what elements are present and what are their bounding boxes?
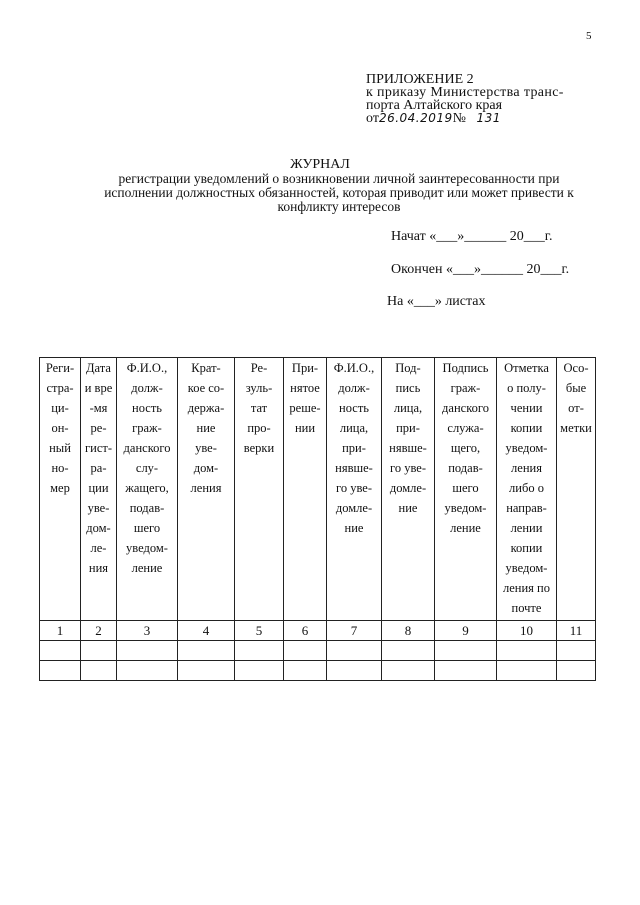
column-header: Подпись граж- данского служа- щего, подав- шего уведом- ление bbox=[435, 358, 497, 621]
empty-cell bbox=[435, 661, 497, 681]
journal-subtitle: регистрации уведомлений о возникновении личной заинтересованности при исполнении должностных обязанностей, которая приводит или может привести к конфликту интересов bbox=[104, 171, 574, 214]
appendix-ministry-line: порта Алтайского края bbox=[366, 98, 503, 113]
date-prefix: от bbox=[366, 111, 379, 126]
empty-row bbox=[40, 661, 596, 681]
empty-cell bbox=[235, 661, 284, 681]
empty-cell bbox=[81, 661, 117, 681]
appendix-title: ПРИЛОЖЕНИЕ 2 bbox=[366, 72, 474, 87]
handwritten-date: 26.04.2019 bbox=[378, 111, 453, 125]
journal-title: ЖУРНАЛ bbox=[290, 157, 350, 172]
column-header: Крат- кое со- держа- ние уве- дом- ления bbox=[178, 358, 235, 621]
appendix-order-line: к приказу Министерства транс- bbox=[366, 85, 564, 100]
started-field: Начат «___»______ 20___г. bbox=[391, 229, 553, 244]
empty-cell bbox=[284, 661, 327, 681]
empty-cell bbox=[327, 641, 382, 661]
column-number: 5 bbox=[235, 621, 284, 641]
empty-cell bbox=[435, 641, 497, 661]
column-header: Дата и вре -мя ре- гист- ра- ции уве- дом- ле- ния bbox=[81, 358, 117, 621]
page-number: 5 bbox=[586, 30, 592, 42]
column-number: 7 bbox=[327, 621, 382, 641]
column-number: 11 bbox=[557, 621, 596, 641]
column-number: 3 bbox=[117, 621, 178, 641]
header-row bbox=[40, 358, 596, 621]
empty-cell bbox=[497, 641, 557, 661]
empty-row bbox=[40, 641, 596, 661]
empty-cell bbox=[382, 661, 435, 681]
column-number: 9 bbox=[435, 621, 497, 641]
empty-cell bbox=[40, 641, 81, 661]
empty-cell bbox=[382, 641, 435, 661]
column-number: 4 bbox=[178, 621, 235, 641]
column-number-row bbox=[40, 621, 596, 641]
column-header: Ф.И.О., долж- ность лица, при- нявше- го уве- домле- ние bbox=[327, 358, 382, 621]
column-header: При- нятое реше- нии bbox=[284, 358, 327, 621]
journal-table bbox=[39, 357, 596, 681]
empty-cell bbox=[557, 661, 596, 681]
finished-field: Окончен «___»______ 20___г. bbox=[391, 262, 570, 277]
empty-cell bbox=[117, 661, 178, 681]
empty-cell bbox=[117, 641, 178, 661]
appendix-block bbox=[366, 73, 588, 125]
column-number: 6 bbox=[284, 621, 327, 641]
empty-cell bbox=[235, 641, 284, 661]
column-header: Реги- стра- ци- он- ный но- мер bbox=[40, 358, 81, 621]
number-prefix: № bbox=[452, 111, 467, 126]
column-header: Ре- зуль- тат про- верки bbox=[235, 358, 284, 621]
column-number: 1 bbox=[40, 621, 81, 641]
empty-cell bbox=[40, 661, 81, 681]
empty-cell bbox=[81, 641, 117, 661]
appendix-date-line bbox=[366, 112, 588, 125]
empty-cell bbox=[178, 641, 235, 661]
column-header: Отметка о полу- чении копии уведом- ления либо о направ- лении копии уведом- ления по почте bbox=[497, 358, 557, 621]
column-header: Под- пись лица, при- нявше- го уве- домле- ние bbox=[382, 358, 435, 621]
handwritten-number: 131 bbox=[476, 111, 501, 125]
column-number: 10 bbox=[497, 621, 557, 641]
column-number: 2 bbox=[81, 621, 117, 641]
column-number: 8 bbox=[382, 621, 435, 641]
empty-cell bbox=[284, 641, 327, 661]
empty-cell bbox=[557, 641, 596, 661]
column-header: Ф.И.О., долж- ность граж- данского слу- жащего, подав- шего уведом- ление bbox=[117, 358, 178, 621]
empty-cell bbox=[178, 661, 235, 681]
empty-cell bbox=[327, 661, 382, 681]
sheets-field: На «___» листах bbox=[387, 294, 486, 309]
column-header: Осо- бые от- метки bbox=[557, 358, 596, 621]
empty-cell bbox=[497, 661, 557, 681]
